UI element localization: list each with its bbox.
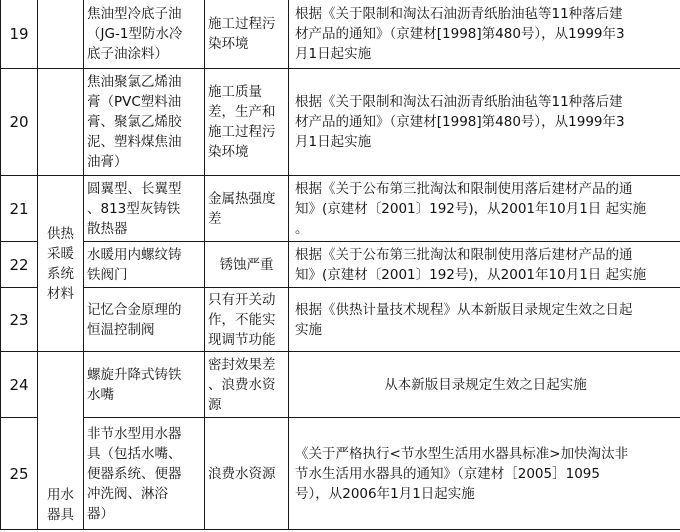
item-name: 焦油聚氯乙烯油 膏（PVC塑料油 膏、聚氯乙烯胶 泥、塑料煤焦油 油膏） — [84, 69, 205, 176]
row-number: 20 — [1, 69, 38, 176]
table-row — [1, 69, 680, 176]
policy-basis: 从本新版目录规定生效之日起实施 — [289, 352, 680, 418]
policy-basis: 根据《关于限制和淘汰石油沥青纸胎油毡等11种落后建 材产品的通知》（京建材[1998]第480号），从1999年3 月1日起实施 — [289, 0, 680, 69]
row-number: 25 — [1, 418, 38, 530]
item-name: 非节水型用水器 具（包括水嘴、 便器系统、便器 冲洗阀、淋浴 器） — [84, 418, 205, 530]
table-row — [1, 242, 680, 288]
category-cell — [38, 69, 84, 176]
table-row — [1, 0, 680, 69]
elimination-reason: 只有开关动 作，不能实 现调节功能 — [205, 288, 289, 352]
row-number: 19 — [1, 0, 38, 69]
table-row — [1, 352, 680, 418]
policy-basis: 根据《供热计量技术规程》从本新版目录规定生效之日起 实施 — [289, 288, 680, 352]
row-number: 23 — [1, 288, 38, 352]
elimination-reason: 施工过程污 染环境 — [205, 0, 289, 69]
row-number: 24 — [1, 352, 38, 418]
item-name: 圆翼型、长翼型 、813型灰铸铁 散热器 — [84, 176, 205, 242]
table-row — [1, 288, 680, 352]
category-cell — [38, 0, 84, 69]
policy-basis: 根据《关于限制和淘汰石油沥青纸胎油毡等11种落后建 材产品的通知》（京建材[1998]第480号），从1999年3 月1日起实施 — [289, 69, 680, 176]
elimination-reason: 金属热强度 差 — [205, 176, 289, 242]
row-number: 22 — [1, 242, 38, 288]
item-name: 螺旋升降式铸铁 水嘴 — [84, 352, 205, 418]
elimination-reason: 锈蚀严重 — [205, 242, 289, 288]
item-name: 水暖用内螺纹铸 铁阀门 — [84, 242, 205, 288]
table-row — [1, 418, 680, 530]
item-name: 焦油型冷底子油 （JG-1型防水冷 底子油涂料） — [84, 0, 205, 69]
category-water-fixtures: 用水 器具 — [38, 352, 84, 530]
elimination-reason: 浪费水资源 — [205, 418, 289, 530]
category-heating-materials: 供热 采暖 系统 材料 — [38, 176, 84, 352]
policy-basis: 根据《关于公布第三批淘汰和限制使用落后建材产品的通 知》(京建材〔2001〕192号)，从2001年10月1日 起实施 。 — [289, 176, 680, 242]
table-row — [1, 176, 680, 242]
item-name: 记忆合金原理的 恒温控制阀 — [84, 288, 205, 352]
elimination-reason: 施工质量 差，生产和 施工过程污 染环境 — [205, 69, 289, 176]
policy-basis: 《关于严格执行<节水型生活用水器具标准>加快淘汰非 节水生活用水器具的通知》（京建材［2005］1095 号），从2006年1月1日起实施 — [289, 418, 680, 530]
policy-basis: 根据《关于公布第三批淘汰和限制使用落后建材产品的通 知》(京建材〔2001〕192号)，从2001年10月1日 起实施 — [289, 242, 680, 288]
elimination-reason: 密封效果差 、浪费水资 源 — [205, 352, 289, 418]
row-number: 21 — [1, 176, 38, 242]
